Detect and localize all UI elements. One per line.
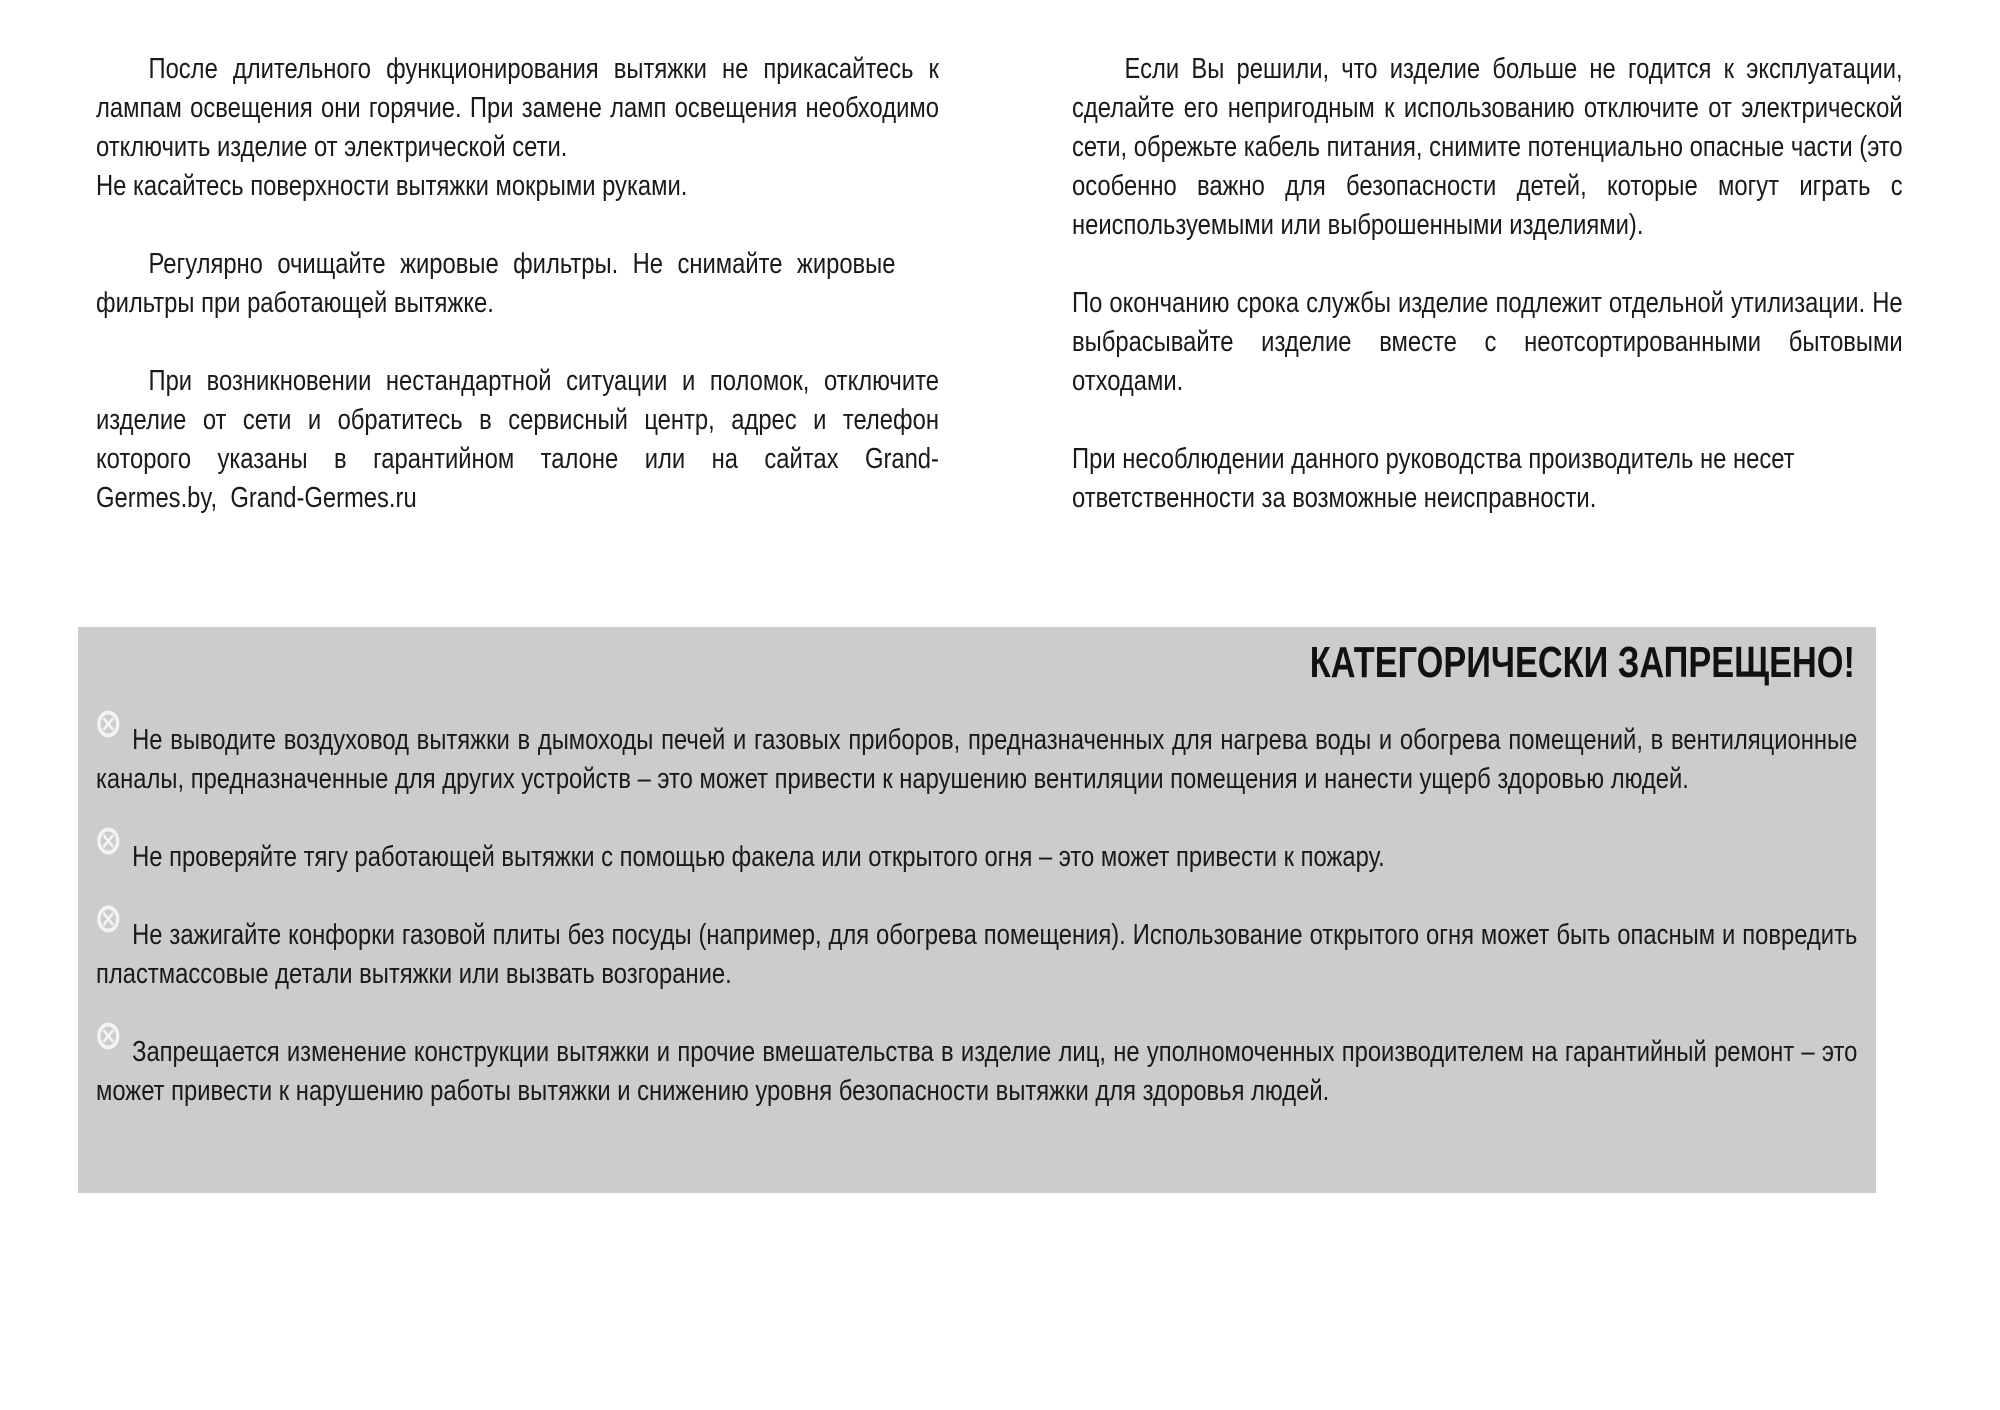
prohibited-x-circle-icon [96,904,121,934]
service-paragraph [96,362,939,518]
prohibited-heading: КАТЕГОРИЧЕСКИ ЗАПРЕЩЕНО! [1309,638,1855,687]
prohibited-item-text: Не выводите воздуховод вытяжки в дымоходы печей и газовых приборов, предназначенных для нагрева воды и обогрева помещений, в вентиляционные каналы, предназначенные для других устройств – это может привести к нарушению вентиляции помещения и нанести ущерб здоровью людей. [96,724,1858,795]
wet-hands-text: Не касайтесь поверхности вытяжки мокрыми руками. [96,170,688,202]
right-column [1072,50,1903,518]
link-separator: , [210,482,231,514]
prohibited-item [96,838,1857,877]
spacer [96,323,939,362]
prohibited-x-circle-icon [96,709,121,739]
right-column-content [1072,50,1903,518]
recycling-paragraph [1072,284,1903,401]
prohibited-warning-box [78,627,1876,1193]
lamp-warning-paragraph [96,50,939,167]
grand-germes-ru-link[interactable]: Grand-Germes.ru [230,482,417,514]
prohibited-item [96,721,1857,799]
wet-hands-paragraph [96,167,939,206]
prohibited-item-text: Запрещается изменение конструкции вытяжки и прочие вмешательства в изделие лиц, не уполномоченных производителем на гарантийный ремонт – это может привести к нарушению работы вытяжки и снижению уровня безопасности вытяжки для здоровья людей. [96,1036,1858,1107]
prohibited-item [96,916,1857,994]
left-column [96,50,939,518]
prohibited-item [96,1033,1857,1111]
prohibited-x-circle-icon [96,826,121,856]
filters-text: Регулярно очищайте жировые фильтры. Не снимайте жировые фильтры при работающей вытяжке. [96,248,896,319]
spacer [1072,245,1903,284]
lamp-warning-text: После длительного функционирования вытяжки не прикасайтесь к лампам освещения они горячие. При замене ламп освещения необходимо отключить изделие от электрической сети. [96,53,939,163]
prohibited-items-content [96,721,1857,1111]
liability-paragraph [1072,440,1903,518]
disposal-text: Если Вы решили, что изделие больше не годится к эксплуатации, сделайте его непригодным к использованию отключите от электрической сети, обрежьте кабель питания, снимите потенциально опасные части (это особенно важно для безопасности детей, которые могут играть с неиспользуемыми или выброшенными изделиями). [1072,53,1903,241]
left-column-content [96,50,939,518]
liability-text: При несоблюдении данного руководства производитель не несет ответственности за возможные неисправности. [1072,443,1795,514]
spacer [1072,401,1903,440]
prohibited-item-text: Не проверяйте тягу работающей вытяжки с помощью факела или открытого огня – это может привести к пожару. [132,841,1385,873]
service-text: При возникновении нестандартной ситуации и поломок, отключите изделие от сети и обратитесь в сервисный центр, адрес и телефон которого указаны в гарантийном талоне или на сайтах [96,365,939,475]
recycling-text: По окончанию срока службы изделие подлежит отдельной утилизации. Не выбрасывайте изделие вместе с неотсортированными бытовыми отходами. [1072,287,1903,397]
prohibited-items-list [96,721,1857,1111]
prohibited-item-text: Не зажигайте конфорки газовой плиты без посуды (например, для обогрева помещения). Использование открытого огня может быть опасным и повредить пластмассовые детали вытяжки или вызвать возгорание. [96,919,1858,990]
grand-germes-by-link[interactable]: Grand-Germes.by [96,443,939,514]
prohibited-x-circle-icon [96,1021,121,1051]
spacer [96,206,939,245]
filters-paragraph [96,245,896,323]
disposal-paragraph [1072,50,1903,245]
